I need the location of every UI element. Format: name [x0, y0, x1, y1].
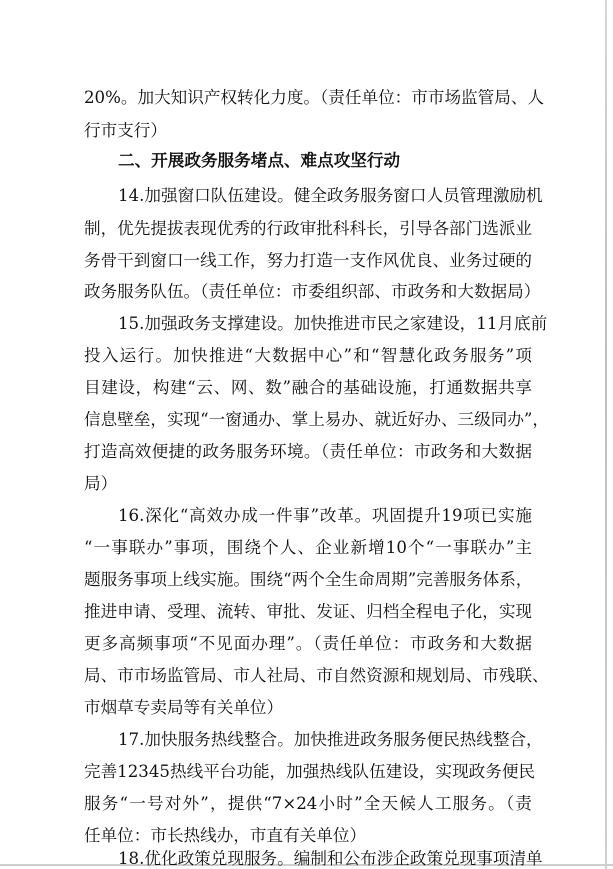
text-line: 目建设，构建“云、网、数”融合的基础设施，打通数据共享 [84, 378, 532, 397]
text-line: 15.加强政务支撑建设。加快推进市民之家建设，11月底前 [118, 314, 548, 333]
text-line: 推进申请、受理、流转、审批、发证、归档全程电子化，实现 [84, 602, 533, 621]
text-line: 17.加快服务热线整合。加快推进政务服务便民热线整合， [118, 730, 543, 749]
text-line: 打造高效便捷的政务服务环境。（责任单位：市政务和大数据 [84, 442, 532, 461]
text-line: 政务服务队伍。（责任单位：市委组织部、市政务和大数据局） [84, 282, 541, 301]
text-line: 务骨干到窗口一线工作，努力打造一支作风优良、业务过硬的 [84, 251, 533, 270]
text-line: 市烟草专卖局等有关单位） [84, 698, 284, 717]
text-line: 行市支行） [84, 121, 167, 140]
text-line: “一事联办”事项，围绕个人、企业新增10个“一事联办”主 [84, 538, 532, 557]
text-line: 投入运行。加快推进“大数据中心”和“智慧化政务服务”项 [84, 346, 532, 365]
text-line: 18.优化政策兑现服务。编制和公布涉企政策兑现事项清单 [118, 849, 543, 868]
text-line: 信息壁垒，实现“一窗通办、掌上易办、就近好办、三级同办”， [84, 410, 549, 429]
page-edge-shadow [605, 0, 607, 869]
section-heading: 二、开展政务服务堵点、难点攻坚行动 [118, 151, 401, 170]
text-line: 14.加强窗口队伍建设。健全政务服务窗口人员管理激励机 [118, 186, 543, 205]
text-line: 服务“一号对外”，提供“7×24小时”全天候人工服务。（责 [84, 794, 532, 813]
text-line: 16.深化“高效办成一件事”改革。巩固提升19项已实施 [118, 506, 532, 525]
text-line: 任单位：市长热线办，市直有关单位） [84, 826, 367, 845]
text-line: 局） [84, 474, 118, 493]
text-line: 完善12345热线平台功能，加强热线队伍建设，实现政务便民 [84, 762, 536, 781]
text-line: 题服务事项上线实施。围绕“两个全生命周期”完善服务体系， [84, 570, 533, 589]
text-line: 局、市市场监管局、市人社局、市自然资源和规划局、市残联、 [84, 666, 549, 685]
text-line: 更多高频事项“不见面办理”。（责任单位：市政务和大数据 [84, 634, 532, 653]
text-line: 20%。加大知识产权转化力度。（责任单位：市市场监管局、人 [84, 88, 545, 107]
text-line: 制，优先提拔表现优秀的行政审批科科长，引导各部门选派业 [84, 219, 533, 238]
